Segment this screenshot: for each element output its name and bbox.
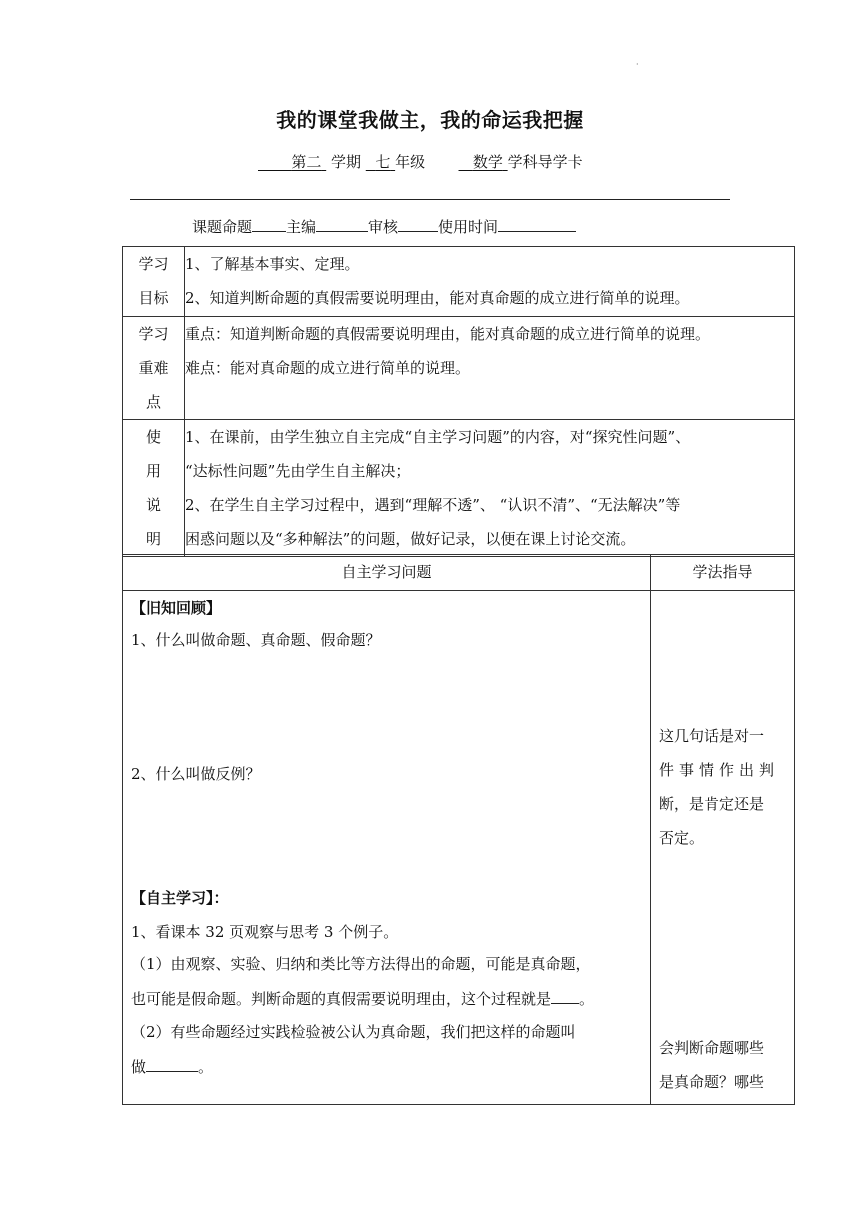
- self-study-heading: 【自主学习】：: [131, 889, 229, 907]
- guide-note-1: 这几句话是对一 件事情作出判 断，是肯定还是 否定。: [659, 727, 780, 847]
- editor-blank[interactable]: [316, 215, 368, 232]
- reviewer-label: 审核: [368, 218, 399, 236]
- study-table: [122, 554, 795, 1105]
- usage-label: 使 用 说 明: [123, 420, 185, 557]
- self-study-item-3-line-2: 做 。: [131, 1055, 213, 1077]
- question-2: 2、什么叫做反例？: [131, 765, 261, 783]
- study-header-row: [123, 555, 795, 591]
- self-study-item-3-line-1: （2）有些命题经过实践检验被公认为真命题，我们把这样的命题叫: [131, 1023, 576, 1041]
- study-questions-cell: [123, 591, 651, 1105]
- page-title: 我的课堂我做主，我的命运我把握: [276, 108, 584, 132]
- study-header-right: 学法指导: [651, 555, 795, 591]
- reviewer-blank[interactable]: [398, 215, 438, 232]
- self-study-item-2-line-2: 也可能是假命题。判断命题的真假需要说明理由，这个过程就是 。: [131, 987, 594, 1009]
- review-heading: 【旧知回顾】: [131, 599, 222, 617]
- self-study-item-2-line-1: （1）由观察、实验、归纳和类比等方法得出的命题，可能是真命题，: [131, 955, 591, 973]
- goal-content: 1、了解基本事实、定理。 2、知道判断命题的真假需要说明理由，能对真命题的成立进行简单的说理。: [185, 247, 795, 317]
- time-label: 使用时间: [438, 218, 499, 236]
- question-1: 1、什么叫做命题、真命题、假命题？: [131, 631, 381, 649]
- meta-line: [192, 215, 576, 237]
- subtitle-line: [258, 151, 583, 172]
- semester-value: 第二: [291, 153, 322, 171]
- subject-value: 数学: [472, 153, 503, 171]
- info-table: [122, 246, 795, 557]
- goal-row: [123, 247, 795, 317]
- key-points-label: 学习 重难 点: [123, 317, 185, 420]
- grade-suffix: 年级: [395, 153, 426, 171]
- proof-blank[interactable]: [551, 987, 579, 1004]
- editor-label: 主编: [286, 218, 317, 236]
- study-header-left: 自主学习问题: [123, 555, 651, 591]
- basic-fact-blank[interactable]: [146, 1055, 198, 1072]
- usage-content: 1、在课前，由学生独立自主完成“自主学习问题”的内容，对“探究性问题”、 “达标性问题”先由学生自主解决； 2、在学生自主学习过程中，遇到“理解不透”、 “认识不清”、“无法解决”等 困惑问题以及“多种解法”的问题，做好记录，以便在课上讨论交流。: [185, 420, 795, 557]
- goal-label: 学习 目标: [123, 247, 185, 317]
- usage-row: [123, 420, 795, 557]
- self-study-item-1: 1、看课本 32 页观察与思考 3 个例子。: [131, 923, 399, 941]
- header-divider: [130, 199, 730, 200]
- study-guide-cell: [651, 591, 795, 1105]
- study-body-row: [123, 591, 795, 1105]
- grade-value: 七: [375, 153, 391, 171]
- topic-blank[interactable]: [252, 215, 286, 232]
- time-blank[interactable]: [498, 215, 576, 232]
- semester-suffix: 学期: [330, 153, 361, 171]
- page-dot: ·: [636, 60, 639, 69]
- subject-suffix: 学科导学卡: [507, 153, 583, 171]
- guide-note-2: 会判断命题哪些 是真命题？哪些: [659, 1039, 765, 1091]
- key-points-content: 重点：知道判断命题的真假需要说明理由，能对真命题的成立进行简单的说理。 难点：能对真命题的成立进行简单的说理。: [185, 317, 795, 420]
- key-points-row: [123, 317, 795, 420]
- topic-label: 课题命题: [192, 218, 253, 236]
